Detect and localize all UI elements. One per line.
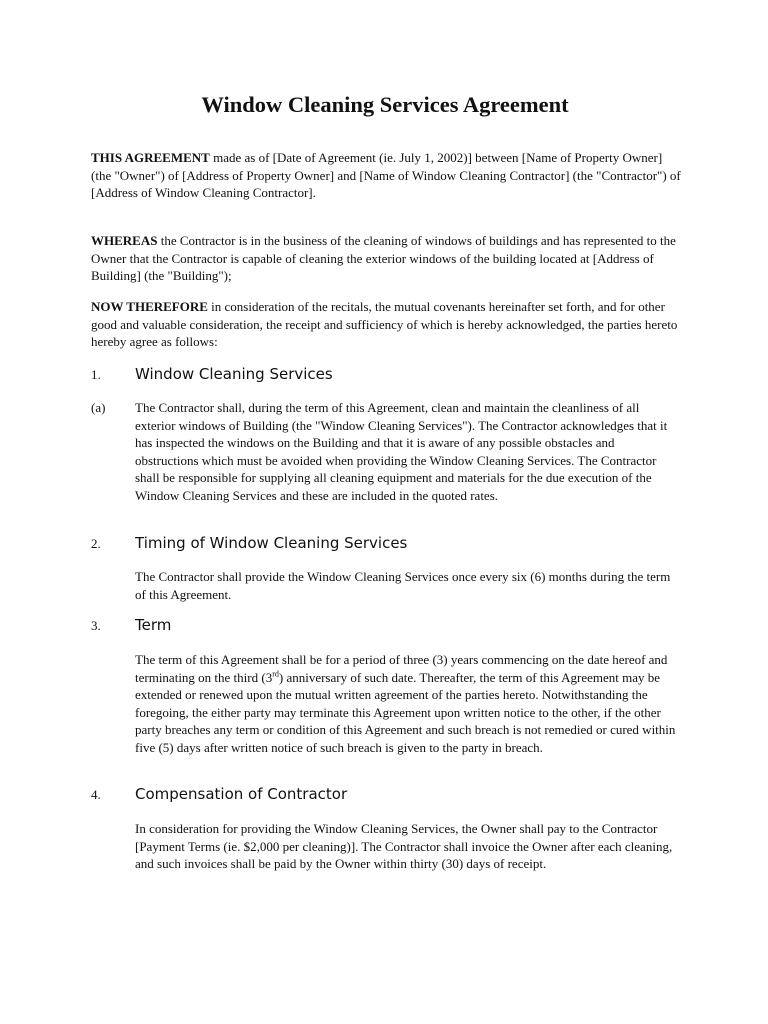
subsection-label: (a) — [91, 400, 106, 415]
section-number: 2. — [91, 536, 101, 551]
whereas-text: the Contractor is in the business of the cleaning of windows of buildings and has represented to the Owner that the Contractor is capable of cleaning the exterior windows of the building located at [Address of Building] (the "Building"); — [91, 233, 676, 284]
section-number: 4. — [91, 787, 101, 802]
section-number: 1. — [91, 367, 101, 382]
section-title: Term — [135, 616, 172, 634]
term-text-part1: The term of this Agreement shall be for a period of three (3) years commencing on the date hereof and terminating on the third (3 — [135, 652, 668, 685]
now-therefore-text: in consideration of the recitals, the mutual covenants hereinafter set forth, and for other good and valuable consideration, the receipt and sufficiency of which is hereby acknowledged, the parties hereto hereby agree as follows: — [91, 299, 678, 350]
whereas-paragraph — [91, 232, 681, 285]
section-heading — [91, 784, 681, 806]
intro-text: made as of [Date of Agreement (ie. July 1, 2002)] between [Name of Property Owner] (the "Owner") of [Address of Property Owner] and [Name of Window Cleaning Contractor] (the "Contractor") of [Address of Window Cleaning Contractor]. — [91, 150, 681, 201]
intro-paragraph — [91, 149, 681, 202]
section-title: Compensation of Contractor — [135, 785, 348, 803]
section-body: The Contractor shall provide the Window Cleaning Services once every six (6) months during the term of this Agreement. — [135, 569, 671, 602]
section-heading — [91, 533, 681, 555]
section-title: Window Cleaning Services — [135, 365, 333, 383]
section-number: 3. — [91, 618, 101, 633]
section-heading — [91, 615, 681, 637]
section-body: The Contractor shall, during the term of this Agreement, clean and maintain the cleanliness of all exterior windows of Building (the "Window Cleaning Services"). The Contractor acknowledges that it has inspected the windows on the Building and that it is aware of any possible obstacles and obstructions which must be avoided when providing the Window Cleaning Services. The Contractor shall be responsible for supplying all cleaning equipment and materials for the due execution of the Window Cleaning Services and these are included in the quoted rates. — [135, 400, 668, 503]
term-text-part2: ) anniversary of such date. Thereafter, the term of this Agreement may be extended or renewed upon the mutual written agreement of the parties hereto. Notwithstanding the foregoing, the either party may terminate this Agreement upon written notice to the other, if the other party breaches any term or condition of this Agreement and such breach is not remedied or cured within five (5) days after written notice of such breach is given to the party in breach. — [135, 669, 676, 755]
section-body: In consideration for providing the Window Cleaning Services, the Owner shall pay to the Contractor [Payment Terms (ie. $2,000 per cleaning)]. The Contractor shall invoice the Owner after each cleaning, and such invoices shall be paid by the Owner within thirty (30) days of receipt. — [135, 821, 673, 872]
ordinal-superscript: rd — [272, 669, 279, 679]
now-therefore-lead: NOW THEREFORE — [91, 299, 208, 314]
intro-lead: THIS AGREEMENT — [91, 150, 210, 165]
document-title: Window Cleaning Services Agreement — [201, 92, 569, 117]
section-title: Timing of Window Cleaning Services — [135, 534, 408, 552]
section-heading — [91, 364, 681, 386]
now-therefore-paragraph — [91, 298, 681, 351]
section-body — [135, 651, 681, 757]
whereas-lead: WHEREAS — [91, 233, 158, 248]
